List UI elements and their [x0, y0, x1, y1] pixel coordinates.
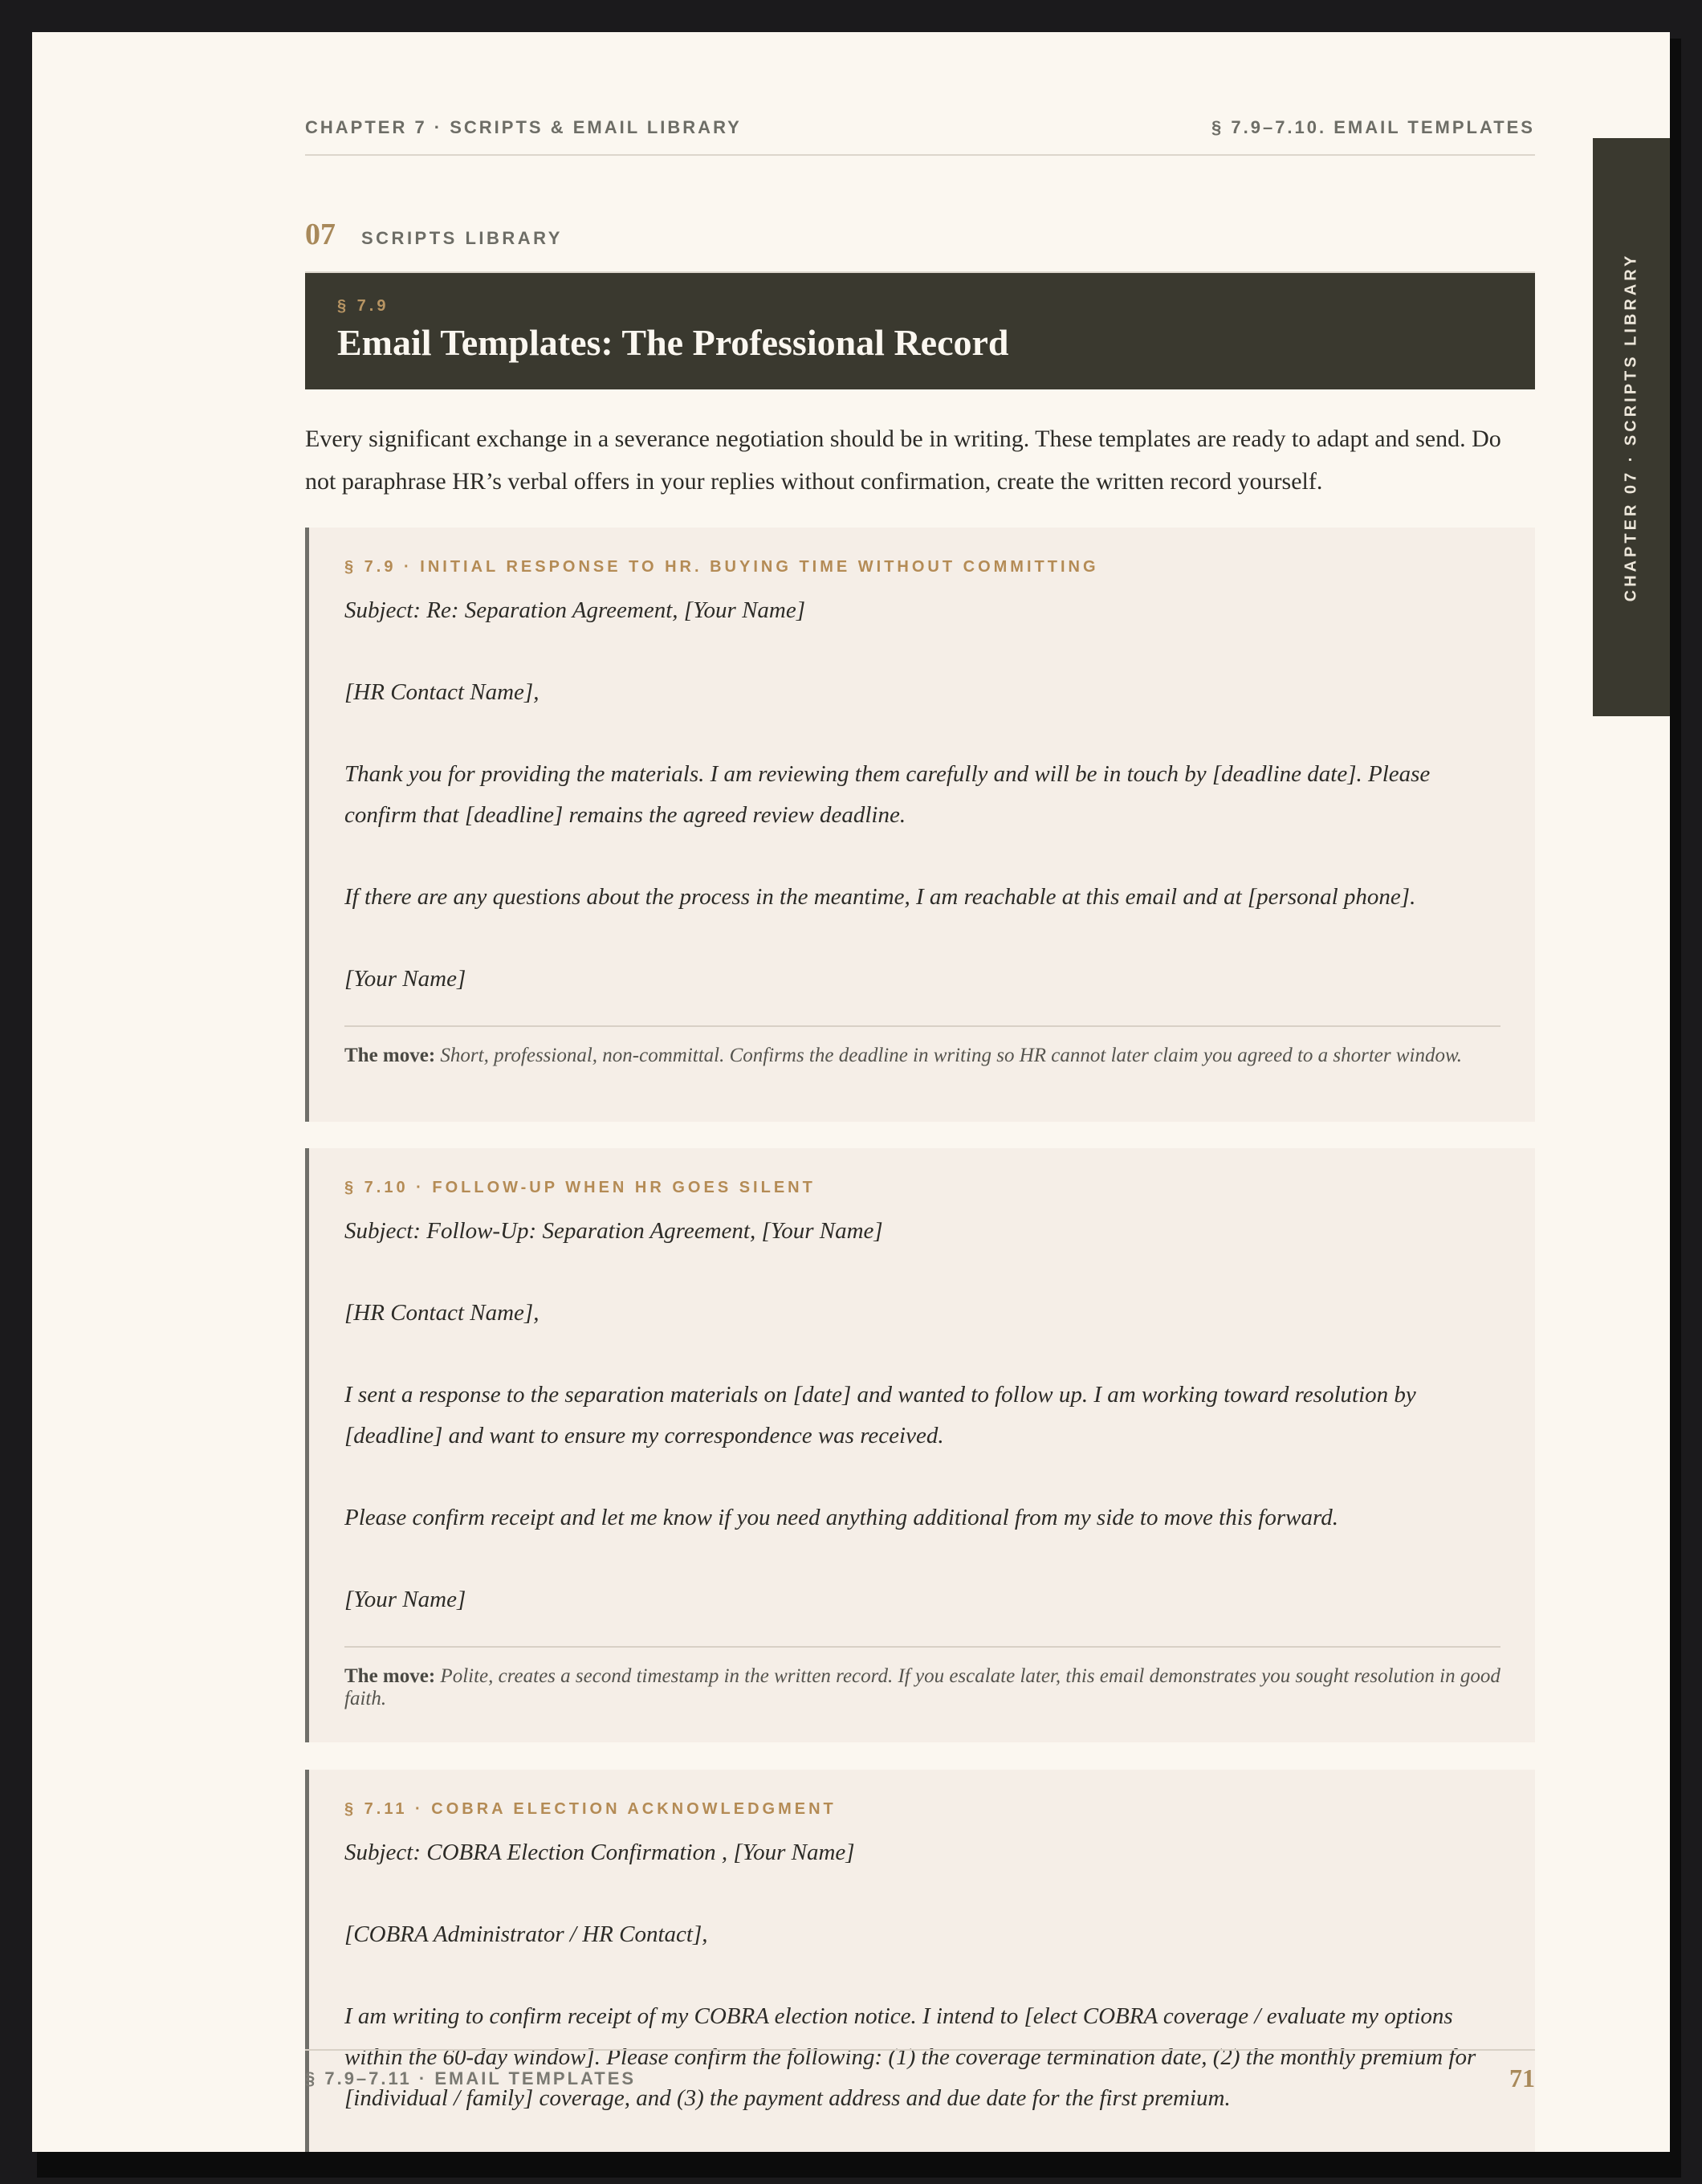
template-signoff: [Your Name]: [344, 1587, 466, 1612]
template-salutation: [HR Contact Name],: [344, 679, 540, 705]
email-template-initial-response: [305, 528, 1535, 1122]
book-page: [32, 32, 1670, 2152]
template-paragraph: I sent a response to the separation materials on [date] and wanted to follow up. I am working toward resolution by [deadline] and want to ensure my correspondence was received.: [344, 1382, 1416, 1449]
template-move-note: [344, 1025, 1500, 1067]
template-subject: Subject: Re: Separation Agreement, [Your Name]: [344, 597, 806, 623]
page-footer: [305, 2049, 1535, 2099]
chapter-side-tab: [1593, 138, 1670, 716]
template-subject: Subject: Follow-Up: Separation Agreement, [Your Name]: [344, 1218, 883, 1244]
email-template-follow-up: [305, 1148, 1535, 1742]
running-head-chapter: CHAPTER 7 · SCRIPTS & EMAIL LIBRARY: [305, 117, 742, 137]
move-label: The move:: [344, 1665, 436, 1687]
template-paragraph: Please confirm receipt and let me know if you need anything additional from my side to move this forward.: [344, 1505, 1338, 1530]
chapter-number: 07: [305, 218, 336, 251]
running-head: [305, 88, 1535, 156]
template-body: [344, 1211, 1500, 1661]
template-paragraph: Thank you for providing the materials. I am reviewing them carefully and will be in touch by [deadline date]. Please confirm that [deadline] remains the agreed review deadline.: [344, 761, 1431, 828]
move-text: Polite, creates a second timestamp in the written record. If you escalate later, this email demonstrates you sought resolution in good faith.: [344, 1665, 1500, 1709]
template-label: § 7.11 · COBRA ELECTION ACKNOWLEDGMENT: [344, 1800, 837, 1818]
footer-section: § 7.9–7.11 · EMAIL TEMPLATES: [305, 2068, 637, 2088]
chapter-label: SCRIPTS LIBRARY: [361, 228, 563, 248]
section-title-bar: [305, 273, 1535, 389]
template-paragraph: If there are any questions about the process in the meantime, I am reachable at this email and at [personal phone].: [344, 884, 1416, 910]
template-label: § 7.10 · FOLLOW-UP WHEN HR GOES SILENT: [344, 1179, 816, 1196]
section-title: Email Templates: The Professional Record: [337, 322, 1009, 363]
template-signoff: [Your Name]: [344, 966, 466, 992]
side-tab-label: CHAPTER 07 · SCRIPTS LIBRARY: [1622, 252, 1640, 602]
template-subject: Subject: COBRA Election Confirmation , [Your Name]: [344, 1840, 855, 1865]
running-head-section: § 7.9–7.10. EMAIL TEMPLATES: [1211, 117, 1535, 137]
chapter-heading: [305, 201, 1535, 274]
move-label: The move:: [344, 1045, 436, 1066]
intro-paragraph: Every significant exchange in a severance negotiation should be in writing. These templates are ready to adapt and send. Do not paraphrase HR’s verbal offers in your replies without confirmation, create the written record yourself.: [305, 426, 1501, 495]
section-number: § 7.9: [337, 297, 389, 315]
page-number: 71: [1509, 2064, 1535, 2092]
template-body: [344, 1832, 1500, 2152]
template-body: [344, 590, 1500, 1041]
template-move-note: [344, 1646, 1500, 1710]
template-paragraph: I am writing to confirm receipt of my COBRA election notice. I intend to [elect COBRA coverage / evaluate my options within the 60-day window]. Please confirm the following: (1) the coverage termination date, (2) the monthly premium for [individual / family] coverage, and (3) the payment address and due date for the first premium.: [344, 2003, 1476, 2111]
move-text: Short, professional, non-committal. Confirms the deadline in writing so HR cannot later claim you agreed to a shorter window.: [440, 1045, 1463, 1066]
template-salutation: [HR Contact Name],: [344, 1300, 540, 1326]
template-salutation: [COBRA Administrator / HR Contact],: [344, 1921, 708, 1947]
template-label: § 7.9 · INITIAL RESPONSE TO HR. BUYING TIME WITHOUT COMMITTING: [344, 558, 1099, 576]
